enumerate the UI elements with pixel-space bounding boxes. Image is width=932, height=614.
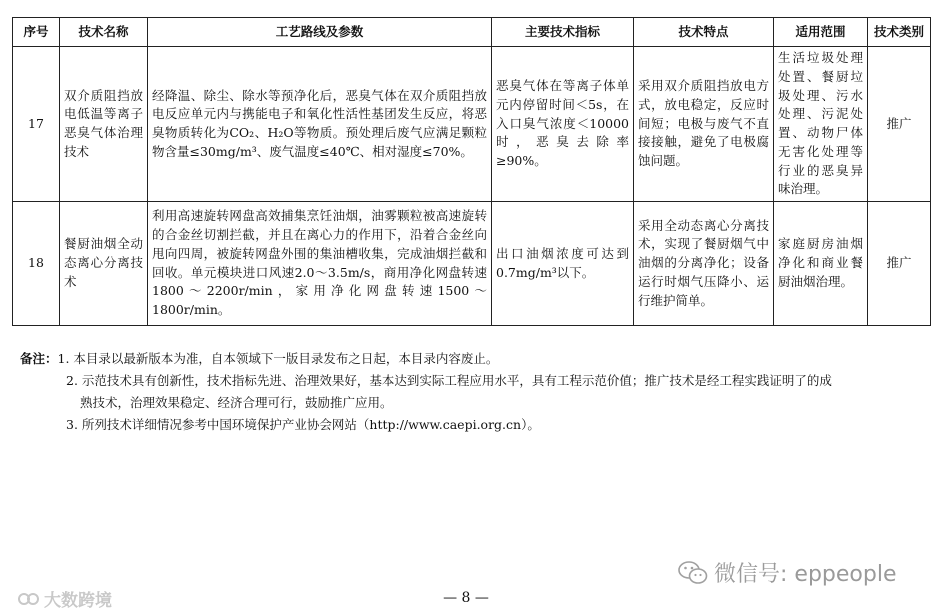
brand-name: 大数跨境 — [44, 591, 112, 611]
tech-category: 推广 — [868, 202, 931, 326]
note-item: 2. 示范技术具有创新性，技术指标先进、治理效果好，基本达到实际工程应用水平，具有工程示范价值；推广技术是经工程实践证明了的成 — [66, 373, 832, 388]
header-process: 工艺路线及参数 — [148, 18, 492, 47]
page-number: — 8 — — [443, 590, 489, 606]
header-num: 序号 — [13, 18, 60, 47]
table-header-row — [13, 18, 931, 47]
process-params: 经降温、除尘、除水等预净化后，恶臭气体在双介质阻挡放电反应单元内与携能电子和氧化性活性基团发生反应，将恶臭物质转化为CO₂、H₂O等物质。预处理后废气应满足颗粒物含量≤30mg/m³、废气温度≤40℃、相对湿度≤70%。 — [148, 47, 492, 202]
applicable-scope: 生活垃圾处理处置、餐厨垃圾处理、污水处理、污泥处置、动物尸体无害化处理等行业的恶臭异味治理。 — [774, 47, 868, 202]
table-row — [13, 47, 931, 202]
tech-name: 双介质阻挡放电低温等离子恶臭气体治理技术 — [60, 47, 148, 202]
note-item: 1. 本目录以最新版本为准，自本领域下一版目录发布之日起，本目录内容废止。 — [57, 351, 499, 366]
wechat-id: 微信号: eppeople — [714, 562, 897, 587]
table-row — [13, 202, 931, 326]
note-item: 3. 所列技术详细情况参考中国环境保护产业协会网站（http://www.caepi.org.cn）。 — [66, 417, 540, 432]
note-item-continued: 熟技术，治理效果稳定、经济合理可行，鼓励推广应用。 — [80, 395, 393, 410]
header-features: 技术特点 — [634, 18, 774, 47]
header-name: 技术名称 — [60, 18, 148, 47]
process-params: 利用高速旋转网盘高效捕集烹饪油烟，油雾颗粒被高速旋转的合金丝切割拦截，并且在离心力的作用下，沿着合金丝向甩向四周，被旋转网盘外围的集油槽收集，完成油烟拦截和回收。单元模块进口风速2.0～3.5m/s，商用净化网盘转速1800～2200r/min，家用净化网盘转速1500～1800r/min。 — [148, 202, 492, 326]
tech-indicators: 恶臭气体在等离子体单元内停留时间＜5s，在入口臭气浓度＜10000时，恶臭去除率≥90%。 — [492, 47, 634, 202]
tech-features: 采用全动态离心分离技术，实现了餐厨烟气中油烟的分离净化；设备运行时烟气压降小、运行维护简单。 — [634, 202, 774, 326]
wechat-watermark — [678, 557, 896, 588]
wechat-icon — [678, 560, 708, 586]
header-type: 技术类别 — [868, 18, 931, 47]
applicable-scope: 家庭厨房油烟净化和商业餐厨油烟治理。 — [774, 202, 868, 326]
tech-features: 采用双介质阻挡放电方式，放电稳定，反应时间短；电极与废气不直接接触，避免了电极腐蚀问题。 — [634, 47, 774, 202]
tech-indicators: 出口油烟浓度可达到0.7mg/m³以下。 — [492, 202, 634, 326]
notes-section — [20, 348, 920, 436]
header-indicators: 主要技术指标 — [492, 18, 634, 47]
technology-table — [12, 17, 931, 326]
row-number: 18 — [13, 202, 60, 326]
row-number: 17 — [13, 47, 60, 202]
header-scope: 适用范围 — [774, 18, 868, 47]
notes-label: 备注： — [20, 351, 58, 366]
tech-name: 餐厨油烟全动态离心分离技术 — [60, 202, 148, 326]
tech-category: 推广 — [868, 47, 931, 202]
